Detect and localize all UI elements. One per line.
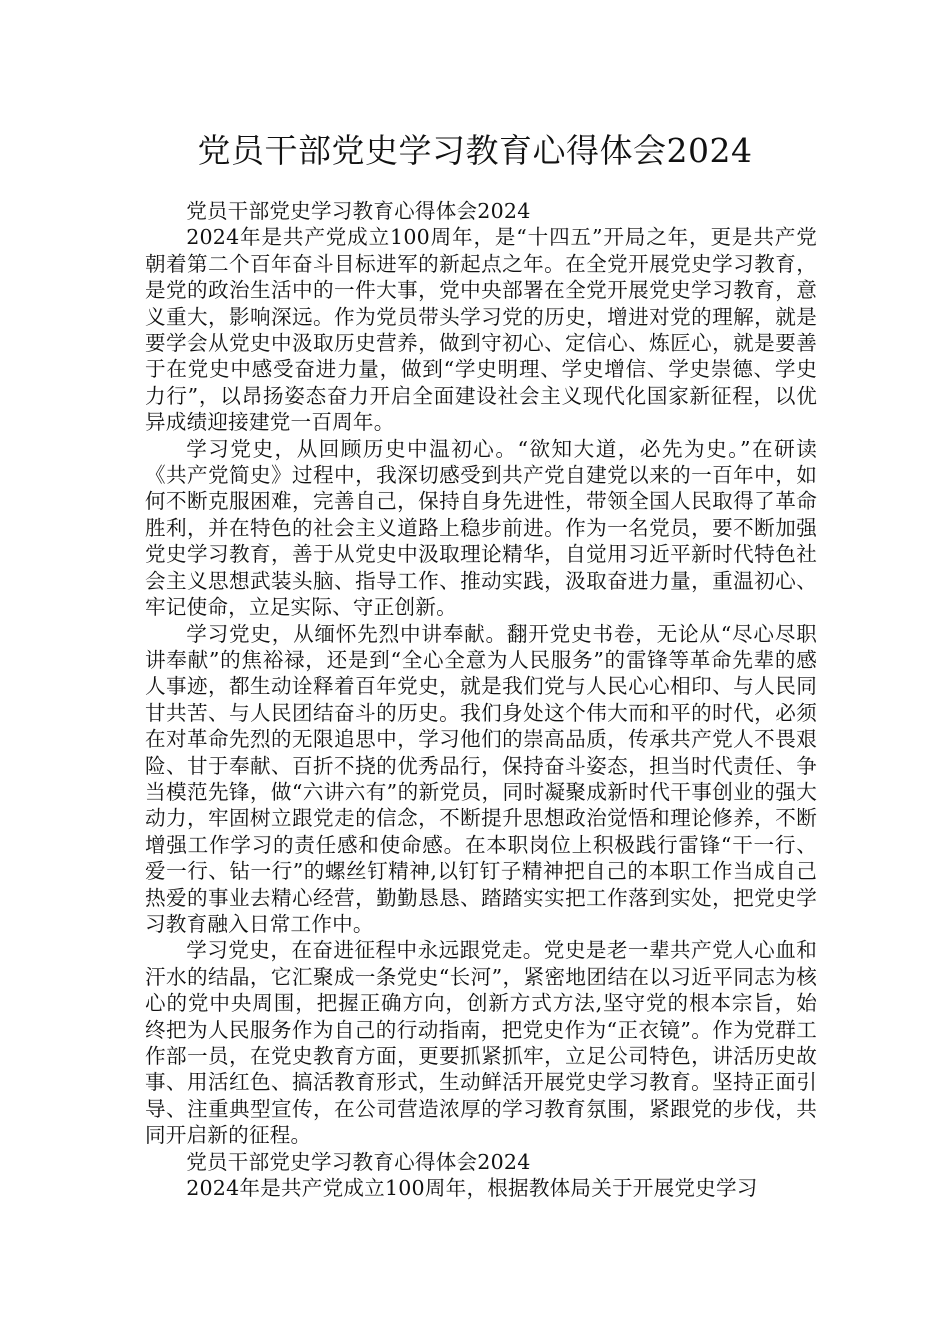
second-subtitle-line: 党员干部党史学习教育心得体会2024 — [186, 1149, 531, 1174]
paragraph-follow-party: 学习党史，在奋进征程中永远跟党走。党史是老一辈共产党人心血和汗水的结晶，它汇聚成一条党史“长河”，紧密地团结在以习近平同志为核心的党中央周围，把握正确方向，创新方式方法,坚守党的根本宗旨，始终把为人民服务作为自己的行动指南，把党史作为“正衣镜”。作为党群工作部一员，在党史教育方面，更要抓紧抓牢，立足公司特色，讲活历史故事、用活红色、搞活教育形式，生动鲜活开展党史学习教育。坚持正面引导、注重典型宣传，在公司营造浓厚的学习教育氛围，紧跟党的步伐，共同开启新的征程。 — [145, 938, 817, 1148]
paragraph-intro: 2024年是共产党成立100周年，是“十四五”开局之年，更是共产党朝着第二个百年奋斗目标进军的新起点之年。在全党开展党史学习教育，是党的政治生活中的一件大事，党中央部署在全党开展党史学习教育，意义重大，影响深远。作为党员带头学习党的历史，增进对党的理解，就是要学会从党史中汲取历史营养，做到守初心、定信心、炼匠心，就是要善于在党史中感受奋进力量，做到“学史明理、学史增信、学史崇德、学史力行”，以昂扬姿态奋力开启全面建设社会主义现代化国家新征程，以优异成绩迎接建党一百周年。 — [145, 225, 817, 435]
document-title: 党员干部党史学习教育心得体会2024 — [197, 131, 753, 170]
document-body — [145, 198, 817, 1201]
subtitle-line: 党员干部党史学习教育心得体会2024 — [186, 199, 531, 223]
paragraph-second-intro: 2024年是共产党成立100周年，根据教体局关于开展党史学习 — [186, 1176, 758, 1201]
paragraph-initial-aspiration: 学习党史，从回顾历史中温初心。“欲知大道，必先为史。”在研读《共产党简史》过程中，我深切感受到共产党自建党以来的一百年中，如何不断克服困难，完善自己，保持自身先进性，带领全国人民取得了革命胜利，并在特色的社会主义道路上稳步前进。作为一名党员，要不断加强党史学习教育，善于从党史中汲取理论精华，自觉用习近平新时代特色社会主义思想武装头脑、指导工作、推动实践，汲取奋进力量，重温初心、牢记使命，立足实际、守正创新。 — [145, 436, 817, 620]
paragraph-dedication: 学习党史，从缅怀先烈中讲奉献。翻开党史书卷，无论从“尽心尽职讲奉献”的焦裕禄，还是到“全心全意为人民服务”的雷锋等革命先辈的感人事迹，都生动诠释着百年党史，就是我们党与人民心心相印、与人民同甘共苦、与人民团结奋斗的历史。我们身处这个伟大而和平的时代，必须在对革命先烈的无限追思中，学习他们的崇高品质，传承共产党人不畏艰险、甘于奉献、百折不挠的优秀品行，保持奋斗姿态，担当时代责任、争当模范先锋，做“六讲六有”的新党员，同时凝聚成新时代干事创业的强大动力，牢固树立跟党走的信念，不断提升思想政治觉悟和理论修养，不断增强工作学习的责任感和使命感。在本职岗位上积极践行雷锋“干一行、爱一行、钻一行”的螺丝钉精神,以钉钉子精神把自己的本职工作当成自己热爱的事业去精心经营，勤勤恳恳、踏踏实实把工作落到实处，把党史学习教育融入日常工作中。 — [145, 621, 817, 936]
